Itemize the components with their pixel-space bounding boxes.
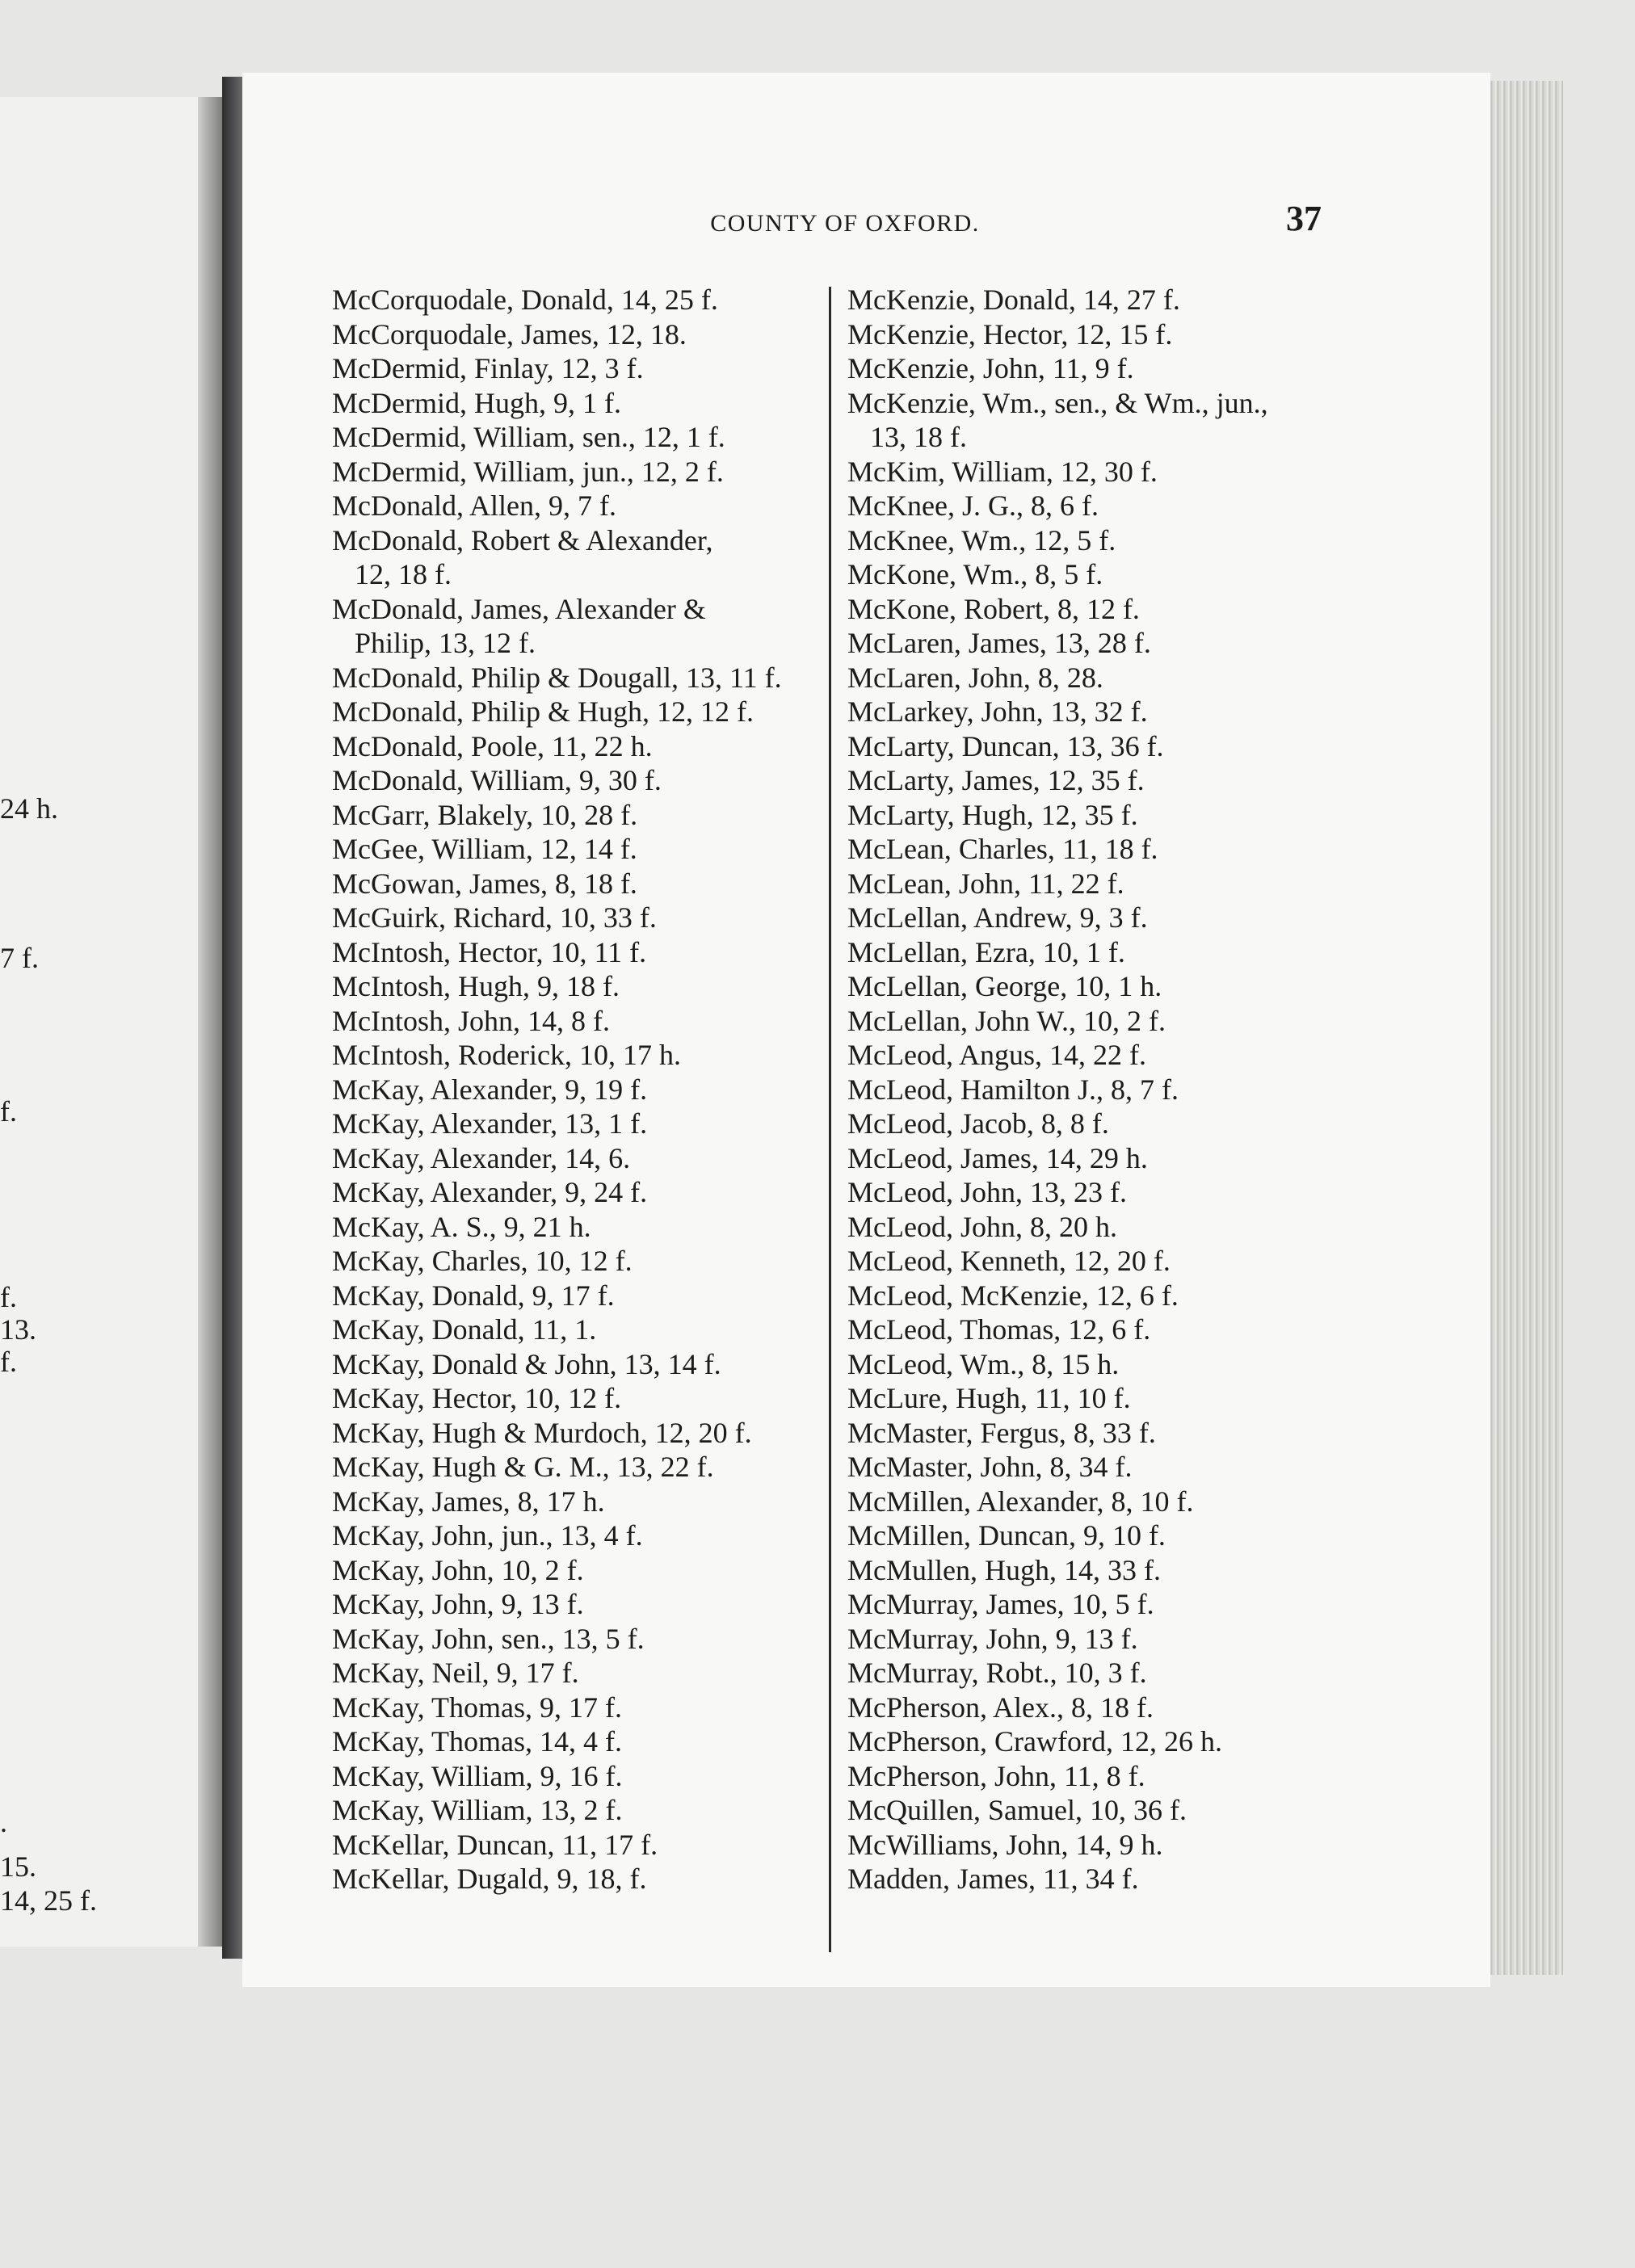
list-item: McKay, Alexander, 13, 1 f. xyxy=(332,1107,648,1140)
list-item: McLean, John, 11, 22 f. xyxy=(847,867,1124,900)
list-item: McLeod, Angus, 14, 22 f. xyxy=(847,1039,1146,1071)
list-item: McKay, John, sen., 13, 5 f. xyxy=(332,1622,645,1655)
right-page xyxy=(242,73,1490,1987)
list-item: McLellan, Andrew, 9, 3 f. xyxy=(847,901,1148,934)
list-item: McKay, Donald & John, 13, 14 f. xyxy=(332,1347,721,1380)
list-item: McKay, John, jun., 13, 4 f. xyxy=(332,1519,643,1552)
list-item: McMurray, James, 10, 5 f. xyxy=(847,1588,1154,1620)
left-page-fragment: f. xyxy=(0,1281,17,1313)
list-item: McKay, Alexander, 14, 6. xyxy=(332,1141,631,1174)
list-item: McKenzie, Donald, 14, 27 f. xyxy=(847,284,1180,316)
list-item: McPherson, Alex., 8, 18 f. xyxy=(847,1690,1154,1724)
list-item: McLarty, Hugh, 12, 35 f. xyxy=(847,798,1138,831)
list-item: McDermid, Finlay, 12, 3 f. xyxy=(332,352,644,384)
list-item: McKnee, Wm., 12, 5 f. xyxy=(847,523,1116,556)
list-item: McLean, Charles, 11, 18 f. xyxy=(847,833,1158,865)
list-item: McMurray, Robt., 10, 3 f. xyxy=(847,1657,1147,1689)
left-page-fragment: 15. xyxy=(0,1850,36,1883)
list-item: McLaren, James, 13, 28 f. xyxy=(847,627,1151,659)
list-item: McKay, John, 10, 2 f. xyxy=(332,1553,584,1586)
list-item: McKay, Alexander, 9, 24 f. xyxy=(332,1176,648,1208)
list-item: McLeod, Kenneth, 12, 20 f. xyxy=(847,1245,1171,1277)
list-item: McKay, Charles, 10, 12 f. xyxy=(332,1245,633,1277)
list-item: McKay, John, 9, 13 f. xyxy=(332,1588,584,1620)
page-number: 37 xyxy=(1286,199,1322,238)
list-item-continuation: 12, 18 f. xyxy=(355,558,452,590)
list-item: McLarkey, John, 13, 32 f. xyxy=(847,695,1148,728)
list-item: McMullen, Hugh, 14, 33 f. xyxy=(847,1553,1161,1586)
list-item: McDonald, James, Alexander & xyxy=(332,592,706,625)
list-item: McLeod, Hamilton J., 8, 7 f. xyxy=(847,1073,1179,1106)
left-page-fragment: 13. xyxy=(0,1313,36,1346)
list-item: McLeod, Jacob, 8, 8 f. xyxy=(847,1107,1109,1140)
list-item: McGuirk, Richard, 10, 33 f. xyxy=(332,901,657,934)
list-item: McQuillen, Samuel, 10, 36 f. xyxy=(847,1794,1187,1826)
list-item: McCorquodale, Donald, 14, 25 f. xyxy=(332,284,718,316)
list-item: McLeod, James, 14, 29 h. xyxy=(847,1141,1148,1174)
list-item: McLeod, McKenzie, 12, 6 f. xyxy=(847,1279,1179,1312)
list-item: McLure, Hugh, 11, 10 f. xyxy=(847,1382,1131,1414)
list-item: McDermid, William, jun., 12, 2 f. xyxy=(332,455,724,488)
list-item: McMurray, John, 9, 13 f. xyxy=(847,1622,1138,1655)
right-column xyxy=(847,283,1397,1896)
left-page-fragment: f. xyxy=(0,1095,17,1128)
list-item: McGowan, James, 8, 18 f. xyxy=(332,867,637,900)
list-item: McKay, Hugh & Murdoch, 12, 20 f. xyxy=(332,1416,752,1449)
list-item: McKay, William, 13, 2 f. xyxy=(332,1794,623,1826)
list-item: McKay, William, 9, 16 f. xyxy=(332,1759,623,1792)
list-item: McDonald, William, 9, 30 f. xyxy=(332,764,662,796)
list-item: McPherson, John, 11, 8 f. xyxy=(847,1759,1145,1792)
list-item: McGarr, Blakely, 10, 28 f. xyxy=(332,798,638,831)
list-item: McKay, Hector, 10, 12 f. xyxy=(332,1382,622,1414)
left-page-fragment: f. xyxy=(0,1346,17,1378)
list-item: McKay, Alexander, 9, 19 f. xyxy=(332,1073,648,1106)
list-item: McKay, Thomas, 9, 17 f. xyxy=(332,1690,622,1724)
list-item: McDermid, Hugh, 9, 1 f. xyxy=(332,386,621,419)
list-item: McDonald, Poole, 11, 22 h. xyxy=(332,729,653,762)
left-page xyxy=(0,97,222,1947)
list-item: McKellar, Duncan, 11, 17 f. xyxy=(332,1828,658,1861)
list-item: McKay, Hugh & G. M., 13, 22 f. xyxy=(332,1451,714,1483)
list-item: McMaster, Fergus, 8, 33 f. xyxy=(847,1416,1156,1449)
list-item: McIntosh, Roderick, 10, 17 h. xyxy=(332,1039,681,1071)
list-item: McMillen, Duncan, 9, 10 f. xyxy=(847,1519,1166,1552)
list-item: McKay, Neil, 9, 17 f. xyxy=(332,1657,579,1689)
list-item: McLeod, Thomas, 12, 6 f. xyxy=(847,1313,1151,1346)
list-item: Madden, James, 11, 34 f. xyxy=(847,1863,1139,1895)
list-item: McLeod, John, 13, 23 f. xyxy=(847,1176,1127,1208)
list-item: McKenzie, Wm., sen., & Wm., jun., xyxy=(847,386,1268,419)
list-item: McPherson, Crawford, 12, 26 h. xyxy=(847,1725,1222,1758)
list-item: McKenzie, John, 11, 9 f. xyxy=(847,352,1134,384)
list-item: McDonald, Philip & Dougall, 13, 11 f. xyxy=(332,661,782,694)
list-item: McKay, A. S., 9, 21 h. xyxy=(332,1210,591,1243)
list-item: McLeod, John, 8, 20 h. xyxy=(847,1210,1117,1243)
list-item: McKay, Donald, 11, 1. xyxy=(332,1313,597,1346)
left-page-fragment: 24 h. xyxy=(0,792,58,825)
list-item: McIntosh, John, 14, 8 f. xyxy=(332,1004,610,1037)
list-item: McLaren, John, 8, 28. xyxy=(847,661,1103,694)
list-item: McIntosh, Hugh, 9, 18 f. xyxy=(332,970,620,1002)
list-item: McDonald, Allen, 9, 7 f. xyxy=(332,489,616,522)
list-item: McLeod, Wm., 8, 15 h. xyxy=(847,1347,1120,1380)
list-item: McDermid, William, sen., 12, 1 f. xyxy=(332,421,725,453)
list-item: McCorquodale, James, 12, 18. xyxy=(332,317,687,351)
list-item: McKone, Wm., 8, 5 f. xyxy=(847,558,1103,590)
left-page-gutter-shadow xyxy=(198,97,222,1947)
list-item: McIntosh, Hector, 10, 11 f. xyxy=(332,935,647,968)
list-item: McLarty, Duncan, 13, 36 f. xyxy=(847,729,1164,762)
left-column xyxy=(332,283,881,1896)
list-item: McWilliams, John, 14, 9 h. xyxy=(847,1828,1163,1861)
list-item: McLellan, George, 10, 1 h. xyxy=(847,970,1162,1002)
list-item: McKim, William, 12, 30 f. xyxy=(847,455,1158,488)
list-item: McKay, James, 8, 17 h. xyxy=(332,1485,605,1518)
list-item: McGee, William, 12, 14 f. xyxy=(332,833,637,865)
list-item-continuation: Philip, 13, 12 f. xyxy=(355,627,536,659)
list-item: McMaster, John, 8, 34 f. xyxy=(847,1451,1133,1483)
list-item: McKnee, J. G., 8, 6 f. xyxy=(847,489,1099,522)
list-item: McKellar, Dugald, 9, 18, f. xyxy=(332,1863,647,1895)
list-item: McKone, Robert, 8, 12 f. xyxy=(847,592,1140,625)
running-title: COUNTY OF OXFORD. xyxy=(710,210,980,237)
list-item: McDonald, Philip & Hugh, 12, 12 f. xyxy=(332,695,754,728)
list-item: McKay, Donald, 9, 17 f. xyxy=(332,1279,615,1312)
list-item: McKenzie, Hector, 12, 15 f. xyxy=(847,317,1173,351)
left-page-fragment: . xyxy=(0,1806,7,1838)
list-item: McLarty, James, 12, 35 f. xyxy=(847,764,1145,796)
list-item: McLellan, John W., 10, 2 f. xyxy=(847,1004,1166,1037)
left-page-fragment: 7 f. xyxy=(0,942,39,974)
list-item: McLellan, Ezra, 10, 1 f. xyxy=(847,935,1125,968)
list-item: McDonald, Robert & Alexander, xyxy=(332,523,713,556)
list-item: McMillen, Alexander, 8, 10 f. xyxy=(847,1485,1194,1518)
list-item: McKay, Thomas, 14, 4 f. xyxy=(332,1725,622,1758)
list-item-continuation: 13, 18 f. xyxy=(870,421,967,453)
left-page-fragment: 14, 25 f. xyxy=(0,1884,97,1917)
